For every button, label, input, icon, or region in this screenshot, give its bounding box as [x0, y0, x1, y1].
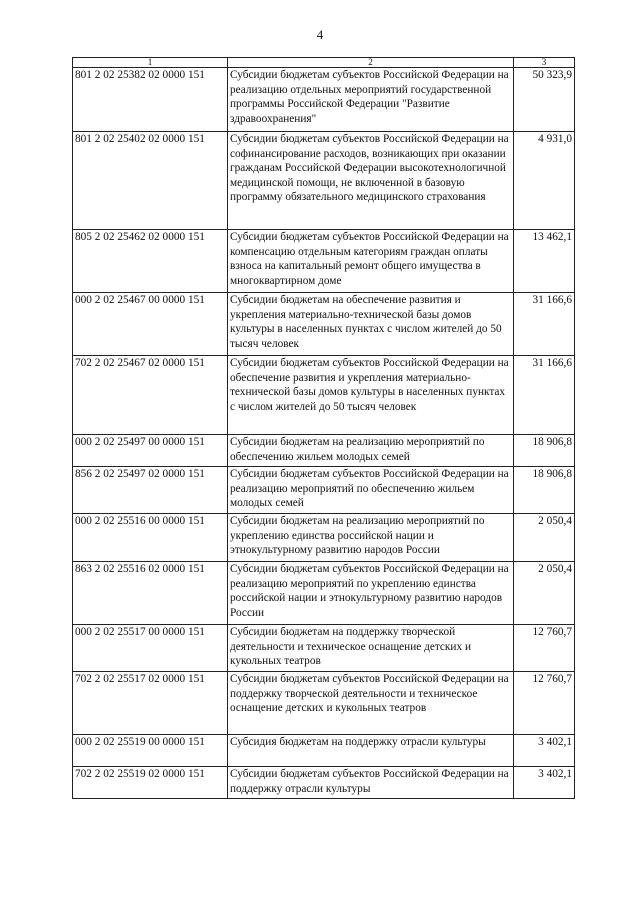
- subsidy-name: Субсидии бюджетам на реализацию мероприятий по обеспечению жильем молодых семей: [228, 435, 514, 467]
- budget-code: 000 2 02 25497 00 0000 151: [73, 435, 228, 467]
- budget-code: 000 2 02 25516 00 0000 151: [73, 514, 228, 562]
- column-header-name: 2: [228, 58, 514, 68]
- amount: 31 166,6: [514, 356, 575, 435]
- amount: 3 402,1: [514, 767, 575, 799]
- budget-code: 702 2 02 25517 02 0000 151: [73, 672, 228, 735]
- budget-code: 856 2 02 25497 02 0000 151: [73, 467, 228, 514]
- subsidy-name: Субсидии бюджетам субъектов Российской Федерации на реализацию мероприятий по укреплению единства российской нации и этнокультурному развитию народов России: [228, 562, 514, 625]
- table-row: [73, 562, 575, 625]
- budget-code: 000 2 02 25519 00 0000 151: [73, 735, 228, 767]
- table-row: [73, 672, 575, 735]
- budget-code: 000 2 02 25467 00 0000 151: [73, 293, 228, 356]
- subsidy-name: Субсидии бюджетам субъектов Российской Федерации на поддержку творческой деятельности и техническое оснащение детских и кукольных театров: [228, 672, 514, 735]
- header-row: [73, 58, 575, 68]
- amount: 2 050,4: [514, 562, 575, 625]
- amount: 31 166,6: [514, 293, 575, 356]
- table-row: [73, 435, 575, 467]
- budget-code: 805 2 02 25462 02 0000 151: [73, 230, 228, 293]
- budget-code: 801 2 02 25402 02 0000 151: [73, 132, 228, 230]
- subsidy-name: Субсидии бюджетам на реализацию мероприятий по укреплению единства российской нации и этнокультурному развитию народов России: [228, 514, 514, 562]
- budget-code: 702 2 02 25467 02 0000 151: [73, 356, 228, 435]
- subsidy-name: Субсидии бюджетам на поддержку творческой деятельности и техническое оснащение детских и кукольных театров: [228, 625, 514, 672]
- amount: 3 402,1: [514, 735, 575, 767]
- amount: 50 323,9: [514, 68, 575, 132]
- amount: 12 760,7: [514, 672, 575, 735]
- amount: 4 931,0: [514, 132, 575, 230]
- table-row: [73, 230, 575, 293]
- amount: 2 050,4: [514, 514, 575, 562]
- budget-table: [72, 57, 575, 799]
- subsidy-name: Субсидии бюджетам субъектов Российской Федерации на обеспечение развития и укрепления материально-технической базы домов культуры в населенных пунктах с числом жителей до 50 тысяч человек: [228, 356, 514, 435]
- column-header-code: 1: [73, 58, 228, 68]
- budget-code: 801 2 02 25382 02 0000 151: [73, 68, 228, 132]
- subsidy-name: Субсидии бюджетам субъектов Российской Федерации на реализацию отдельных мероприятий государственной программы Российской Федерации "Развитие здравоохранения": [228, 68, 514, 132]
- budget-code: 000 2 02 25517 00 0000 151: [73, 625, 228, 672]
- table-row: [73, 514, 575, 562]
- amount: 18 906,8: [514, 467, 575, 514]
- table-row: [73, 767, 575, 799]
- table-row: [73, 132, 575, 230]
- subsidy-name: Субсидия бюджетам на поддержку отрасли культуры: [228, 735, 514, 767]
- table-row: [73, 293, 575, 356]
- budget-code: 863 2 02 25516 02 0000 151: [73, 562, 228, 625]
- page-number: 4: [316, 27, 324, 42]
- table-row: [73, 467, 575, 514]
- subsidy-name: Субсидии бюджетам на обеспечение развития и укрепления материально-технической базы домов культуры в населенных пунктах с числом жителей до 50 тысяч человек: [228, 293, 514, 356]
- subsidy-name: Субсидии бюджетам субъектов Российской Федерации на компенсацию отдельным категориям граждан оплаты взноса на капитальный ремонт общего имущества в многоквартирном доме: [228, 230, 514, 293]
- subsidy-name: Субсидии бюджетам субъектов Российской Федерации на софинансирование расходов, возникающих при оказании гражданам Российской Федерации высокотехнологичной медицинской помощи, не включенной в базовую программу обязательного медицинского страхования: [228, 132, 514, 230]
- table-row: [73, 625, 575, 672]
- table-row: [73, 356, 575, 435]
- table-row: [73, 68, 575, 132]
- amount: 12 760,7: [514, 625, 575, 672]
- amount: 18 906,8: [514, 435, 575, 467]
- amount: 13 462,1: [514, 230, 575, 293]
- subsidy-name: Субсидии бюджетам субъектов Российской Федерации на реализацию мероприятий по обеспечению жильем молодых семей: [228, 467, 514, 514]
- table-row: [73, 735, 575, 767]
- column-header-amount: 3: [514, 58, 575, 68]
- subsidy-name: Субсидии бюджетам субъектов Российской Федерации на поддержку отрасли культуры: [228, 767, 514, 799]
- budget-code: 702 2 02 25519 02 0000 151: [73, 767, 228, 799]
